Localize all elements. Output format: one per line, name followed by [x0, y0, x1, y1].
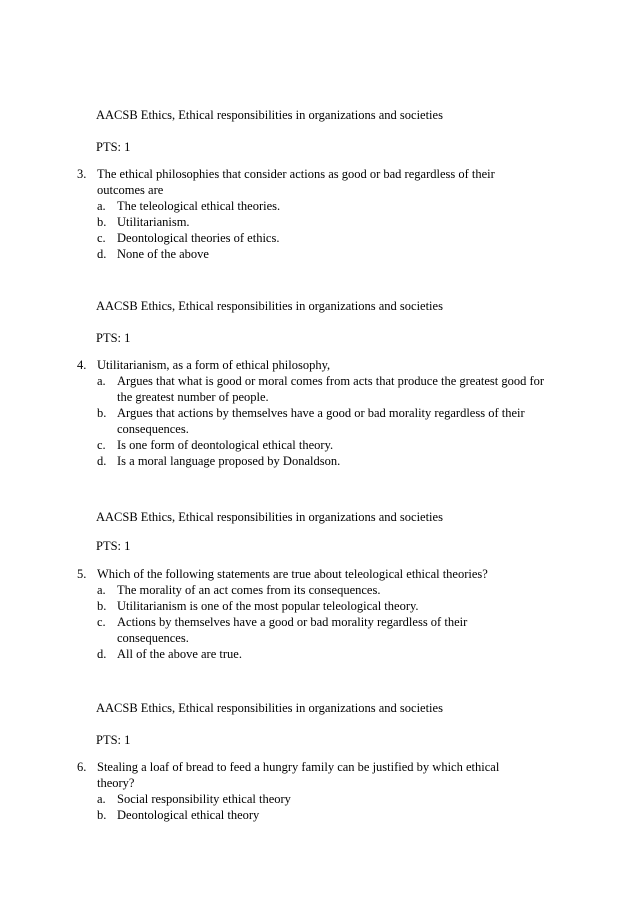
option-d: d. None of the above: [97, 247, 209, 261]
aacsb-tag-text: AACSB Ethics, Ethical responsibilities in organizations and societies: [96, 701, 443, 715]
question-4: [77, 357, 547, 469]
question-number: 4.: [77, 358, 87, 372]
question-text: Utilitarianism, as a form of ethical philosophy,: [97, 358, 331, 372]
question-number: 6.: [77, 760, 87, 774]
pts-line: [96, 732, 576, 748]
aacsb-tag: [96, 509, 576, 525]
aacsb-tag-text: AACSB Ethics, Ethical responsibilities in organizations and societies: [96, 108, 443, 122]
option-a: a. The morality of an act comes from its consequences.: [97, 583, 381, 597]
option-c: c. Deontological theories of ethics.: [97, 231, 280, 245]
aacsb-tag-text: AACSB Ethics, Ethical responsibilities in organizations and societies: [96, 299, 443, 313]
option-a: a. The teleological ethical theories.: [97, 199, 281, 213]
option-b: b. Utilitarianism is one of the most popular teleological theory.: [97, 599, 419, 613]
pts-line: [96, 139, 576, 155]
pts-text: PTS: 1: [96, 140, 131, 154]
option-d: d. All of the above are true.: [97, 647, 242, 661]
question-6: [77, 759, 547, 823]
question-3: [77, 166, 547, 262]
option-b: b. Argues that actions by themselves have a good or bad morality regardless of their consequences.: [97, 406, 525, 436]
aacsb-tag: [96, 700, 576, 716]
pts-text: PTS: 1: [96, 539, 131, 553]
pts-text: PTS: 1: [96, 331, 131, 345]
option-c: c. Is one form of deontological ethical theory.: [97, 438, 334, 452]
option-c: c. Actions by themselves have a good or bad morality regardless of their consequences.: [97, 615, 468, 645]
option-b: b. Utilitarianism.: [97, 215, 190, 229]
option-a: a. Social responsibility ethical theory: [97, 792, 291, 806]
question-number: 5.: [77, 567, 87, 581]
pts-line: [96, 538, 576, 554]
question-text: The ethical philosophies that consider actions as good or bad regardless of their outcomes are: [97, 167, 495, 197]
option-b: b. Deontological ethical theory: [97, 808, 260, 822]
option-a: a. Argues that what is good or moral comes from acts that produce the greatest good for the greatest number of people.: [97, 374, 545, 404]
aacsb-tag: [96, 107, 576, 123]
question-text: Which of the following statements are true about teleological ethical theories?: [97, 567, 488, 581]
pts-text: PTS: 1: [96, 733, 131, 747]
question-text: Stealing a loaf of bread to feed a hungry family can be justified by which ethical theory?: [97, 760, 500, 790]
pts-line: [96, 330, 576, 346]
question-5: [77, 566, 547, 662]
question-number: 3.: [77, 167, 87, 181]
option-d: d. Is a moral language proposed by Donaldson.: [97, 454, 341, 468]
aacsb-tag: [96, 298, 576, 314]
aacsb-tag-text: AACSB Ethics, Ethical responsibilities in organizations and societies: [96, 510, 443, 524]
